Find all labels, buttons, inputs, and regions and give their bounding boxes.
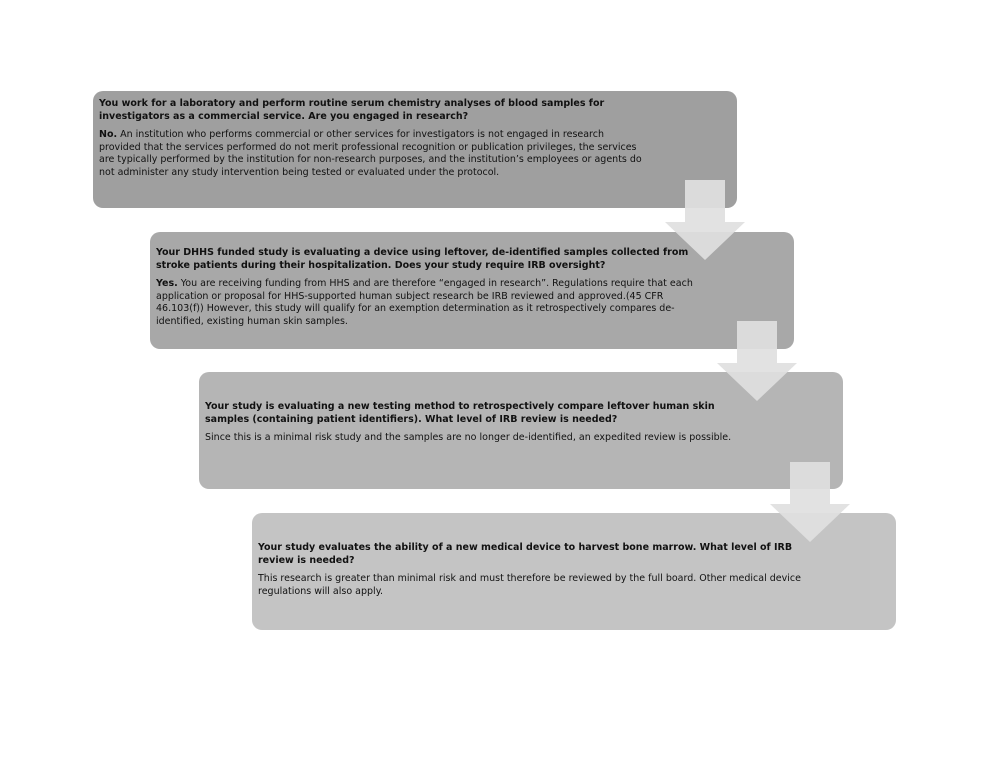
- flow-step-3-question: Your study is evaluating a new testing method to retrospectively compare leftover human skin samples (containing patient identifiers). What level of IRB review is needed?: [205, 401, 715, 425]
- flow-step-4-question: Your study evaluates the ability of a new medical device to harvest bone marrow. What level of IRB review is needed?: [258, 542, 793, 566]
- flow-step-1-answer: [99, 129, 644, 179]
- flow-step-2-answer-body: You are receiving funding from HHS and are therefore “engaged in research”. Regulations require that each application or proposal for HHS-supported human subject research be IRB reviewed and approved.(45 CFR 46.103(f)) However, this study will qualify for an exemption determination as it retrospectively compares de-identified, existing human skin samples.: [156, 278, 693, 327]
- flow-step-4-text: [258, 542, 803, 598]
- down-arrow-shape: [665, 180, 745, 260]
- flow-step-3-text: [205, 401, 750, 445]
- flow-step-1-answer-lead: No.: [99, 129, 118, 140]
- down-arrow-icon: [717, 321, 797, 401]
- down-arrow-shape: [717, 321, 797, 401]
- flow-step-2-answer-lead: Yes.: [156, 278, 178, 289]
- flow-step-1-answer-body: An institution who performs commercial or other services for investigators is not engaged in research provided that the services performed do not merit professional recognition or publication privileges, the services are typically performed by the institution for non-research purposes, and the institution’s employees or agents do not administer any study intervention being tested or evaluated under the protocol.: [99, 129, 642, 178]
- flow-step-2-text: [156, 247, 701, 328]
- flow-step-3-answer: Since this is a minimal risk study and the samples are no longer de-identified, an expedited review is possible.: [205, 432, 732, 443]
- down-arrow-icon: [665, 180, 745, 260]
- flow-step-1-question: You work for a laboratory and perform routine serum chemistry analyses of blood samples for investigators as a commercial service. Are you engaged in research?: [99, 98, 605, 122]
- flow-step-4-answer: This research is greater than minimal risk and must therefore be reviewed by the full board. Other medical device regulations will also apply.: [258, 573, 801, 597]
- down-arrow-shape: [770, 462, 850, 542]
- down-arrow-icon: [770, 462, 850, 542]
- flow-step-1-text: [99, 98, 644, 179]
- flow-step-2-question: Your DHHS funded study is evaluating a device using leftover, de-identified samples collected from stroke patients during their hospitalization. Does your study require IRB oversight?: [156, 247, 689, 271]
- flow-step-2-answer: [156, 278, 701, 328]
- flow-step-1: [93, 91, 737, 208]
